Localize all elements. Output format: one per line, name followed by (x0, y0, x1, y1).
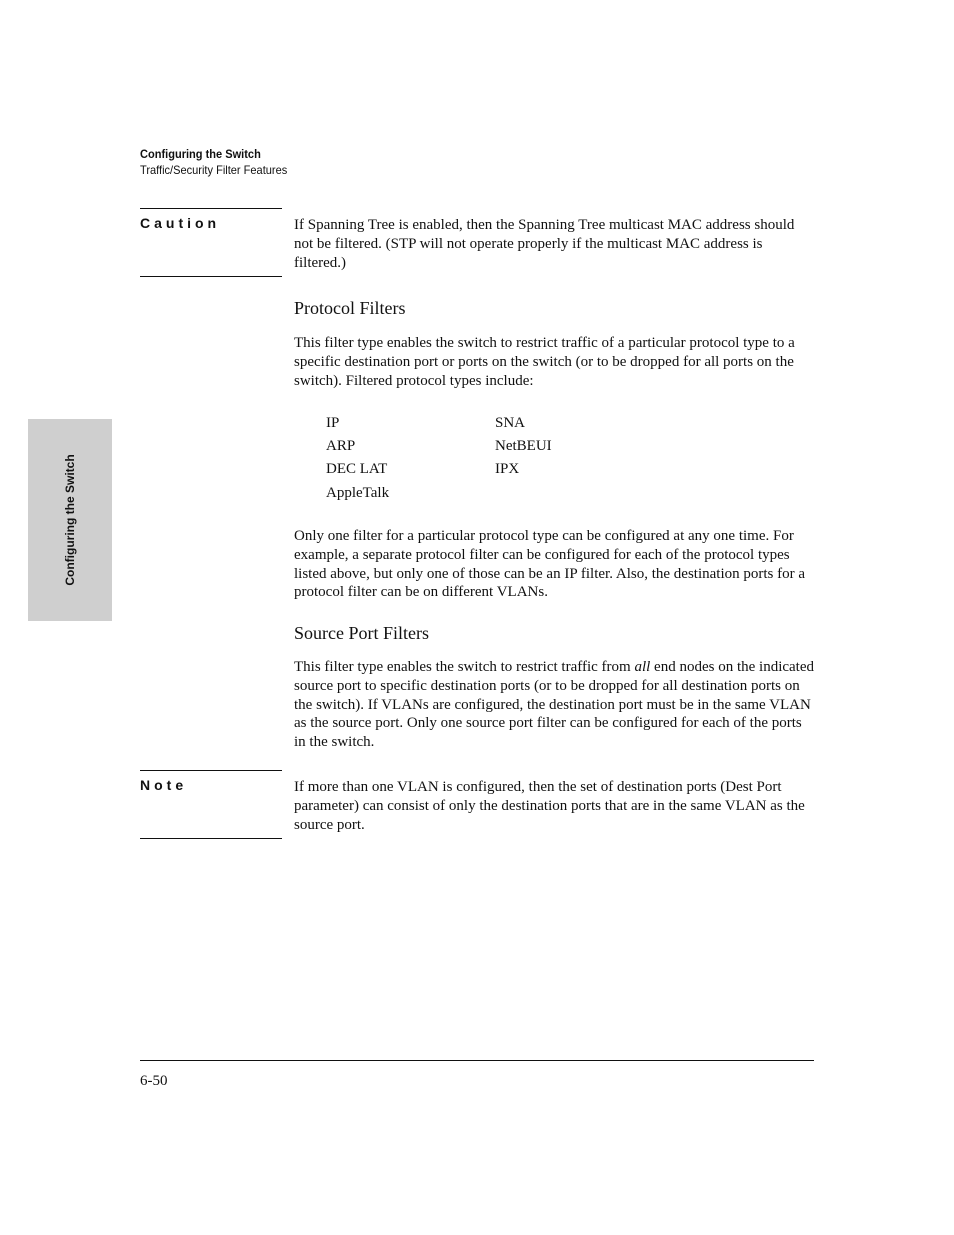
note-text: If more than one VLAN is configured, then the set of destination ports (Dest Port parameter) can consist of only the destination ports that are in the same VLAN as the source port. (294, 779, 805, 833)
source-port-filters-heading: Source Port Filters (294, 623, 429, 643)
running-header-subtitle: Traffic/Security Filter Features (140, 163, 288, 177)
protocol-item: SNA (495, 415, 526, 431)
running-header-title: Configuring the Switch (140, 147, 261, 161)
protocol-item: AppleTalk (326, 485, 390, 501)
protocol-item: NetBEUI (495, 438, 552, 454)
protocol-filters-heading: Protocol Filters (294, 298, 406, 318)
caution-text: If Spanning Tree is enabled, then the Spanning Tree multicast MAC address should not be filtered. (STP will not operate properly if the multicast MAC address is filtered.) (294, 217, 795, 271)
protocol-item: IPX (495, 461, 520, 477)
footer-rule (140, 1060, 814, 1061)
caution-top-rule (140, 208, 282, 209)
note-bottom-rule (140, 838, 282, 839)
protocol-filters-detail: Only one filter for a particular protocol type can be configured at any one time. For example, a separate protocol filter can be configured for each of the protocol types listed above, but only one of those can be an IP filter. Also, the destination ports for a protocol filter can be on different VLANs. (294, 528, 806, 601)
caution-label: Caution (140, 215, 221, 231)
protocol-filters-intro: This filter type enables the switch to restrict traffic of a particular protocol type to a specific destination port or ports on the switch (or to be dropped for all ports on the switch). Filtered protocol types include: (294, 335, 795, 389)
protocol-item: IP (326, 415, 340, 431)
protocol-item: ARP (326, 438, 356, 454)
chapter-side-tab (28, 419, 112, 621)
chapter-side-tab-label: Configuring the Switch (63, 454, 77, 586)
note-top-rule (140, 770, 282, 771)
source-port-text-start: This filter type enables the switch to restrict traffic from (294, 659, 635, 675)
caution-bottom-rule (140, 276, 282, 277)
protocol-item: DEC LAT (326, 461, 388, 477)
page-number: 6-50 (140, 1073, 168, 1089)
source-port-text-emphasis: all (634, 659, 651, 675)
source-port-filters-text (294, 658, 814, 752)
source-port-text-end: end nodes on the indicated source port to specific destination ports (or to be dropped for all destination ports on the switch). If VLANs are configured, the destination port must be in the same VLAN as the source port. Only one source port filter can be configured for each of the ports in the switch. (294, 659, 815, 751)
note-label: Note (140, 777, 188, 793)
